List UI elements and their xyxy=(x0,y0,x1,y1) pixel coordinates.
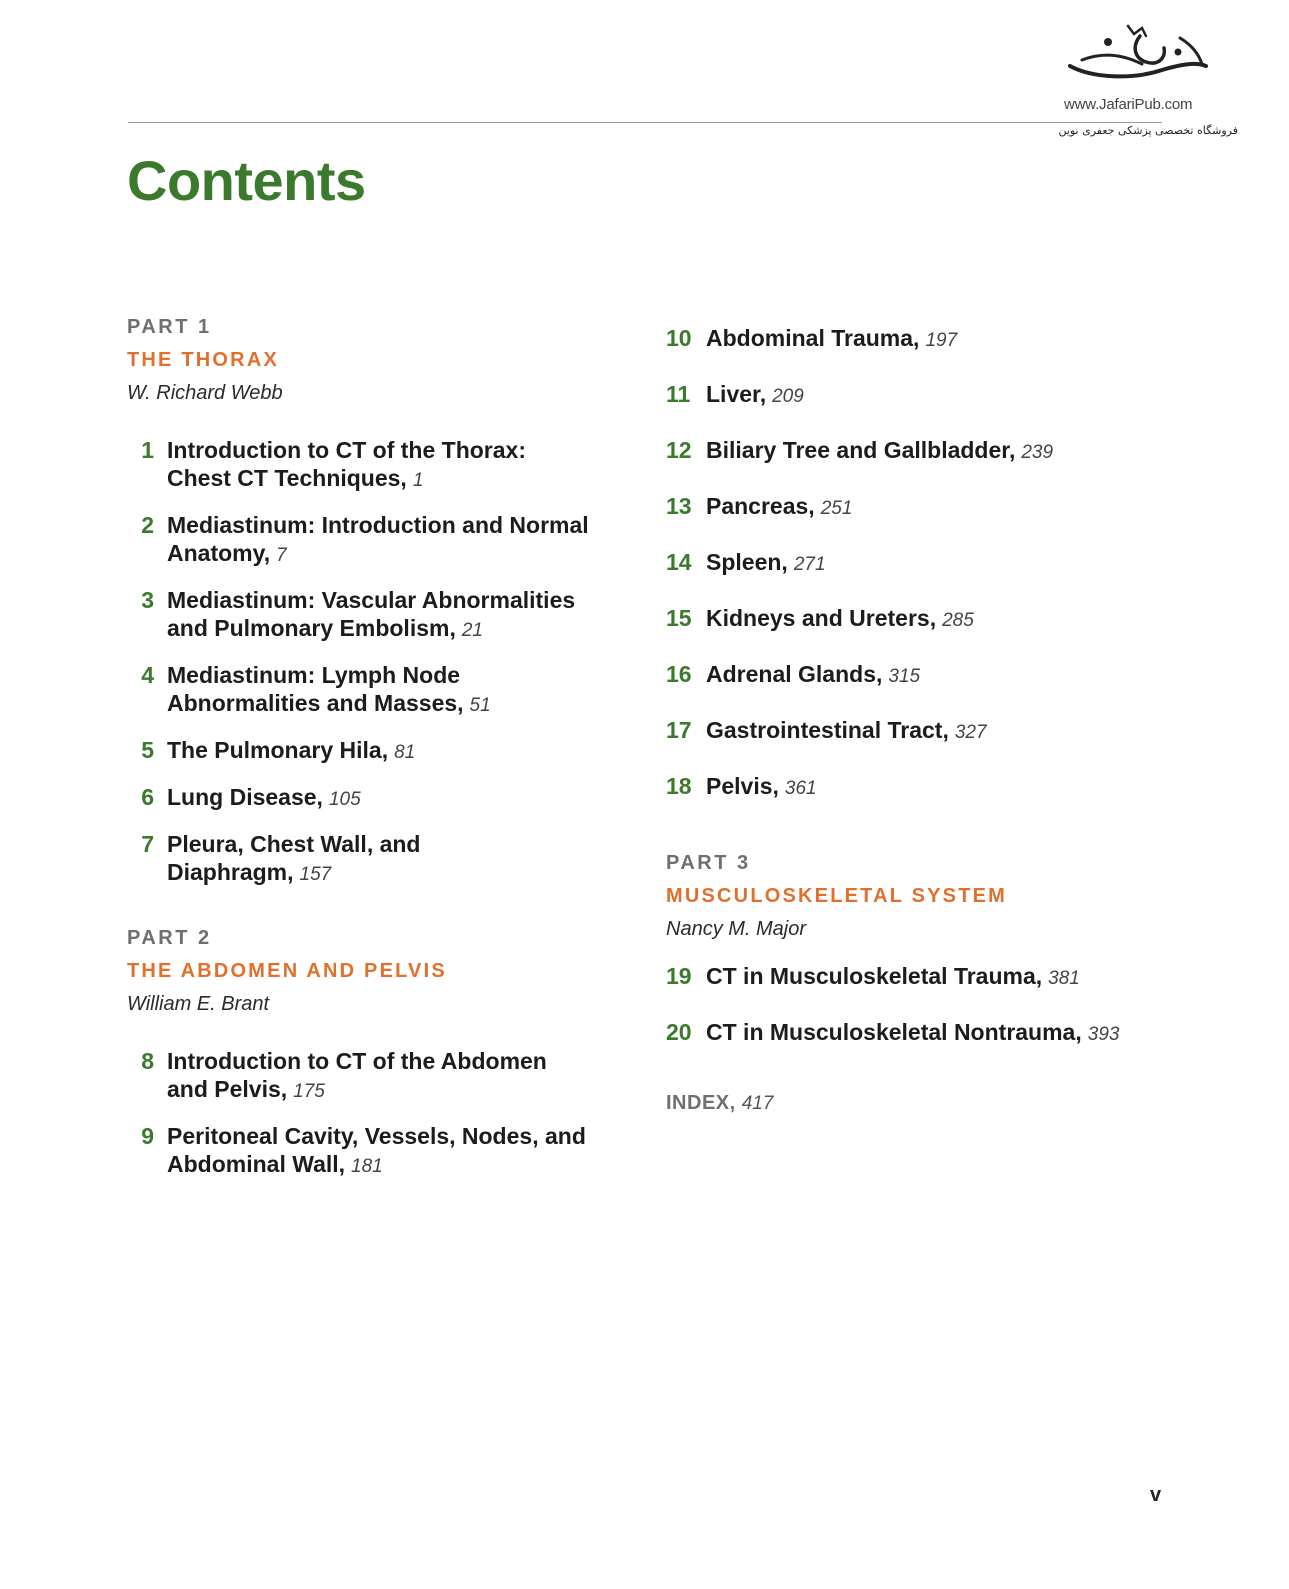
chapter-title: Biliary Tree and Gallbladder, xyxy=(706,437,1016,463)
toc-entry-9[interactable] xyxy=(127,1122,647,1181)
part-title: THE ABDOMEN AND PELVIS xyxy=(127,960,447,982)
chapter-number: 9 xyxy=(141,1123,154,1149)
page-ref: 51 xyxy=(469,695,491,716)
chapter-title: The Pulmonary Hila, xyxy=(167,737,389,763)
part-label: PART 3 xyxy=(666,852,751,874)
toc-entry-16[interactable] xyxy=(666,660,1266,716)
part-1-header xyxy=(127,314,647,420)
page-ref: 361 xyxy=(784,778,817,799)
toc-entry-8[interactable] xyxy=(127,1047,647,1106)
toc-entry-1[interactable] xyxy=(127,436,647,495)
toc-entry-3[interactable] xyxy=(127,586,647,645)
chapter-title: Kidneys and Ureters, xyxy=(706,605,937,631)
toc-entry-19[interactable] xyxy=(666,962,1266,1018)
chapter-number: 14 xyxy=(666,549,692,575)
chapter-number: 2 xyxy=(141,512,154,538)
part-author: W. Richard Webb xyxy=(127,382,283,404)
page-title: Contents xyxy=(127,149,366,212)
page-ref: 315 xyxy=(888,666,921,687)
chapter-number: 8 xyxy=(141,1048,154,1074)
toc-entry-2[interactable] xyxy=(127,511,647,570)
chapter-title: Spleen, xyxy=(706,549,788,575)
chapter-title-line2: Diaphragm, xyxy=(167,859,294,885)
publisher-logo xyxy=(1060,22,1240,142)
page-ref: 285 xyxy=(942,610,974,631)
chapter-title: Pelvis, xyxy=(706,773,779,799)
chapter-number: 17 xyxy=(666,717,692,743)
page-ref: 1 xyxy=(412,470,424,491)
chapter-title-line2: Anatomy, xyxy=(167,540,271,566)
toc-entry-12[interactable] xyxy=(666,436,1266,492)
part-label: PART 1 xyxy=(127,316,212,338)
page-ref: 209 xyxy=(772,386,804,407)
part-3-header xyxy=(666,850,1266,956)
toc-right-column xyxy=(666,324,1266,1115)
chapter-title-line1: Introduction to CT of the Abdomen xyxy=(167,1048,547,1074)
part-title: MUSCULOSKELETAL SYSTEM xyxy=(666,885,1008,907)
chapter-title: CT in Musculoskeletal Trauma, xyxy=(706,963,1043,989)
toc-entry-10[interactable] xyxy=(666,324,1266,380)
logo-subtitle: فروشگاه تخصصی پزشکی جعفری نوین xyxy=(1058,124,1238,137)
chapter-number: 1 xyxy=(141,437,154,463)
chapter-title: Gastrointestinal Tract, xyxy=(706,717,949,743)
chapter-title-line2: Abnormalities and Masses, xyxy=(167,690,464,716)
page-ref: 381 xyxy=(1048,968,1080,989)
chapter-number: 4 xyxy=(141,662,154,688)
page-ref: 327 xyxy=(954,722,987,743)
chapter-number: 15 xyxy=(666,605,692,631)
toc-entry-14[interactable] xyxy=(666,548,1266,604)
chapter-number: 16 xyxy=(666,661,692,687)
page-ref: 239 xyxy=(1021,442,1054,463)
header-rule xyxy=(128,122,1162,123)
chapter-number: 10 xyxy=(666,325,692,351)
toc-index-entry[interactable] xyxy=(666,1092,1266,1115)
chapter-number: 18 xyxy=(666,773,692,799)
part-author: William E. Brant xyxy=(127,993,270,1015)
chapter-title: CT in Musculoskeletal Nontrauma, xyxy=(706,1019,1082,1045)
page-ref: 393 xyxy=(1087,1024,1120,1045)
page-ref: 21 xyxy=(461,620,483,641)
chapter-number: 12 xyxy=(666,437,692,463)
toc-entry-11[interactable] xyxy=(666,380,1266,436)
chapter-title-line1: Peritoneal Cavity, Vessels, Nodes, and xyxy=(167,1123,586,1149)
page-ref: 251 xyxy=(820,498,853,519)
chapter-title-line2: Abdominal Wall, xyxy=(167,1151,346,1177)
toc-left-column xyxy=(127,314,647,1181)
part-label: PART 2 xyxy=(127,927,212,949)
page-number: v xyxy=(1150,1484,1162,1506)
part-title: THE THORAX xyxy=(127,349,279,371)
part-2-header xyxy=(127,925,647,1031)
part-author: Nancy M. Major xyxy=(666,918,807,940)
chapter-title: Pancreas, xyxy=(706,493,815,519)
index-label: INDEX, xyxy=(666,1092,736,1114)
page-ref: 197 xyxy=(925,330,958,351)
chapter-title: Liver, xyxy=(706,381,767,407)
chapter-title: Adrenal Glands, xyxy=(706,661,883,687)
chapter-number: 19 xyxy=(666,963,692,989)
page-ref: 157 xyxy=(299,864,332,885)
chapter-number: 6 xyxy=(141,784,154,810)
toc-entry-20[interactable] xyxy=(666,1018,1266,1074)
chapter-number: 3 xyxy=(141,587,154,613)
chapter-number: 20 xyxy=(666,1019,692,1045)
chapter-number: 13 xyxy=(666,493,692,519)
toc-entry-5[interactable] xyxy=(127,736,647,767)
page-ref: 105 xyxy=(328,789,361,810)
chapter-title-line1: Mediastinum: Vascular Abnormalities xyxy=(167,587,576,613)
toc-entry-6[interactable] xyxy=(127,783,647,814)
page-ref: 181 xyxy=(351,1156,383,1177)
toc-entry-18[interactable] xyxy=(666,772,1266,828)
toc-entry-4[interactable] xyxy=(127,661,647,720)
page-ref: 7 xyxy=(276,545,287,566)
chapter-number: 11 xyxy=(666,381,691,407)
toc-entry-17[interactable] xyxy=(666,716,1266,772)
chapter-title-line1: Mediastinum: Introduction and Normal xyxy=(167,512,589,538)
chapter-title: Lung Disease, xyxy=(167,784,323,810)
page-ref: 81 xyxy=(394,742,416,763)
page-ref: 271 xyxy=(793,554,826,575)
toc-entry-13[interactable] xyxy=(666,492,1266,548)
chapter-title-line2: and Pulmonary Embolism, xyxy=(167,615,456,641)
chapter-title: Abdominal Trauma, xyxy=(706,325,920,351)
chapter-number: 7 xyxy=(141,831,154,857)
calligraphy-logo-icon xyxy=(1062,22,1212,92)
chapter-title-line2: and Pelvis, xyxy=(167,1076,288,1102)
toc-entry-7[interactable] xyxy=(127,830,647,889)
chapter-title-line1: Mediastinum: Lymph Node xyxy=(167,662,461,688)
chapter-title-line2: Chest CT Techniques, xyxy=(167,465,407,491)
logo-url: www.JafariPub.com xyxy=(1064,96,1193,113)
chapter-title-line1: Pleura, Chest Wall, and xyxy=(167,831,421,857)
chapter-number: 5 xyxy=(141,737,154,763)
page-ref: 417 xyxy=(741,1093,774,1114)
chapter-title-line1: Introduction to CT of the Thorax: xyxy=(167,437,527,463)
toc-entry-15[interactable] xyxy=(666,604,1266,660)
page-ref: 175 xyxy=(293,1081,325,1102)
